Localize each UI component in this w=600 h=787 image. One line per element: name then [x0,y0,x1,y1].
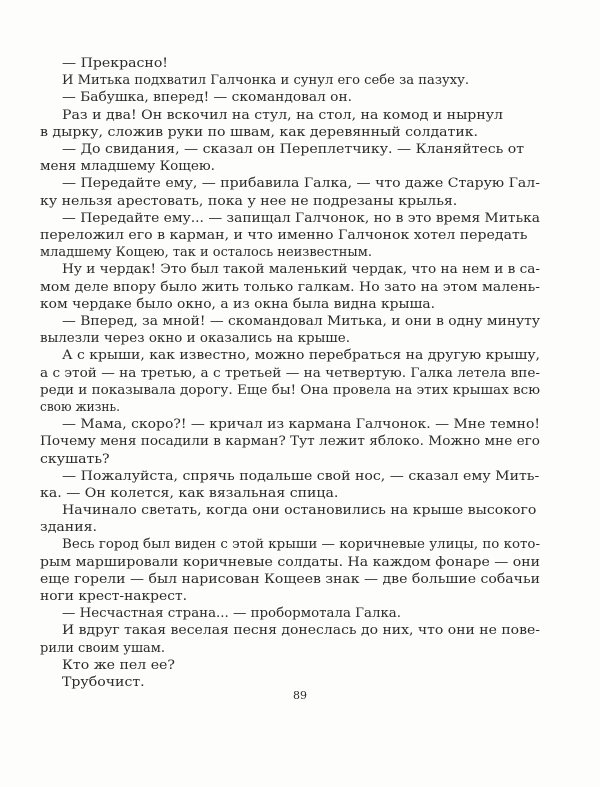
text-line: Ну и чердак! Это был такой маленький чердак, что на нем и в са- [62,261,541,277]
text-line: реди и показывала дорогу. Еще бы! Она провела на этих крышах всю [40,381,540,397]
text-line: Весь город был виден с этой крыши — коричневые улицы, по кото- [62,536,541,552]
text-line: еще горели — был нарисован Кощеев знак — две большие собачьи [40,570,540,586]
text-line: мом деле впору было жить только галкам. Но зато на этом малень- [40,278,540,294]
text-line: в дырку, сложив руки по швам, как деревянный солдатик. [40,123,479,139]
text-line: вылезли через окно и оказались на крыше. [40,330,350,346]
text-line: ком чердаке было окно, а из окна была видна крыша. [40,295,436,311]
text-line: Почему меня посадили в карман? Тут лежит яблоко. Можно мне его [40,433,541,449]
text-line: Раз и два! Он вскочил на стул, на стол, на комод и нырнул [62,106,503,122]
text-line: — До свидания, — сказал он Переплетчику. — Кланяйтесь от [62,141,525,156]
text-line: здания. [40,519,97,535]
text-line: — Вперед, за мной! — скомандовал Митька, и они в одну минуту [62,312,540,328]
text-line: ку нельзя арестовать, пока у нее не подрезаны крылья. [40,192,458,208]
text-line: свою жизнь. [40,398,120,414]
page-number: 89 [293,689,307,702]
text-line: младшему Кощею, так и осталось неизвестным. [40,244,372,260]
text-line: — Прекрасно! [62,55,168,70]
text-line: — Пожалуйста, спрячь подальше свой нос, — сказал ему Мить- [62,467,540,483]
text-line: — Мама, скоро?! — кричал из кармана Галчонок. — Мне темно! [62,416,540,432]
text-line: — Несчастная страна... — пробормотала Галка. [62,605,402,621]
text-line: а с этой — на третью, а с третьей — на четвертую. Галка летела впе- [40,364,541,380]
text-line: меня младшему Кощею. [40,158,215,174]
text-line: — Передайте ему, — прибавила Галка, — что даже Старую Гал- [62,175,540,191]
text-line: И Митька подхватил Галчонка и сунул его себе за пазуху. [62,72,469,88]
text-line: Начинало светать, когда они остановились на крыше высокого [62,502,537,518]
text-line: Трубочист. [62,674,145,689]
text-line: ноги крест-накрест. [40,588,188,603]
text-line: И вдруг такая веселая песня донеслась до них, что они не пове- [62,622,540,638]
text-line: рым маршировали коричневые солдаты. На каждом фонаре — они [40,553,540,569]
text-line: переложил его в карман, и что именно Галчонок хотел передать [40,226,528,242]
text-line: А с крыши, как известно, можно перебраться на другую крышу, [62,347,540,363]
text-line: — Передайте ему... — запищал Галчонок, но в это время Митька [62,209,541,225]
text-line: — Бабушка, вперед! — скомандовал он. [62,89,352,105]
text-line: рили своим ушам. [40,639,165,655]
text-line: ка. — Он колется, как вязальная спица. [40,484,339,500]
text-line: Кто же пел ее? [62,656,175,672]
text-line: скушать? [40,450,110,466]
